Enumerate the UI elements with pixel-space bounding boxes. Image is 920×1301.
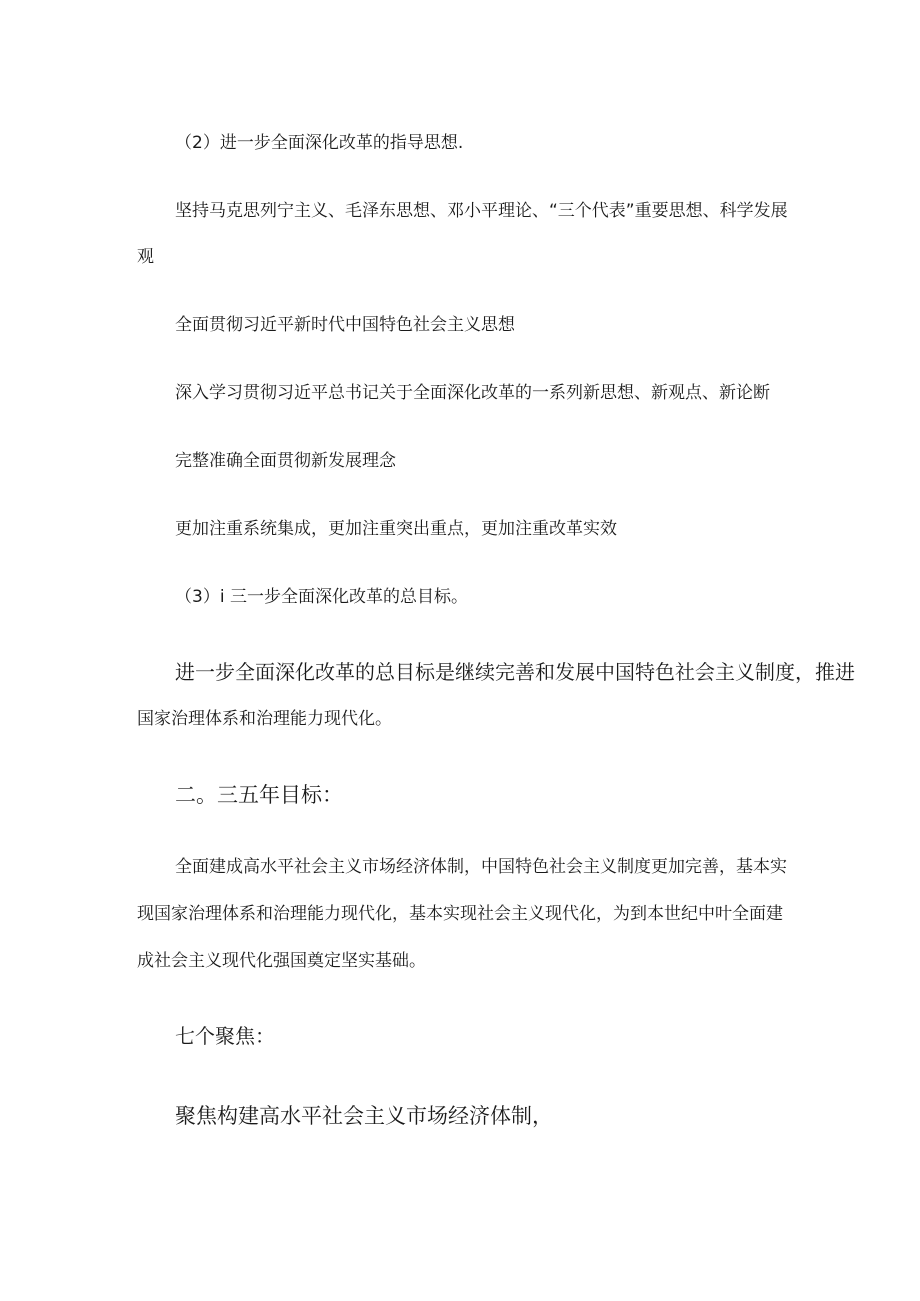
paragraph-overall-goal-line-2: 国家治理体系和治理能力现代化。 [137, 709, 392, 729]
paragraph-2035-goals-line-1: 全面建成高水平社会主义市场经济体制，中国特色社会主义制度更加完善，基本实 [175, 857, 787, 877]
heading-2035-goals: 二。三五年目标： [175, 783, 343, 807]
paragraph-implement-thought: 全面贯彻习近平新时代中国特色社会主义思想 [175, 315, 515, 335]
paragraph-adhere-line-2: 观 [137, 247, 154, 267]
paragraph-system-integration: 更加注重系统集成，更加注重突出重点，更加注重改革实效 [175, 519, 617, 539]
paragraph-adhere-line-1: 坚持马克思列宁主义、毛泽东思想、邓小平理论、“三个代表”重要思想、科学发展 [175, 201, 788, 221]
paragraph-focus-market-economy: 聚焦构建高水平社会主义市场经济体制， [175, 1104, 553, 1128]
heading-overall-goal: （3）i 三一步全面深化改革的总目标。 [175, 587, 468, 607]
paragraph-study-new-ideas: 深入学习贯彻习近平总书记关于全面深化改革的一系列新思想、新观点、新论断 [175, 383, 770, 403]
heading-seven-focuses: 七个聚焦： [175, 1024, 275, 1048]
paragraph-2035-goals-line-2: 现国家治理体系和治理能力现代化，基本实现社会主义现代化，为到本世纪中叶全面建 [137, 904, 783, 924]
heading-guiding-ideology: （2）进一步全面深化改革的指导思想. [175, 133, 464, 153]
paragraph-overall-goal-line-1: 进一步全面深化改革的总目标是继续完善和发展中国特色社会主义制度，推进 [175, 660, 855, 684]
paragraph-new-development-concept: 完整准确全面贯彻新发展理念 [175, 451, 396, 471]
paragraph-2035-goals-line-3: 成社会主义现代化强国奠定坚实基础。 [137, 951, 426, 971]
